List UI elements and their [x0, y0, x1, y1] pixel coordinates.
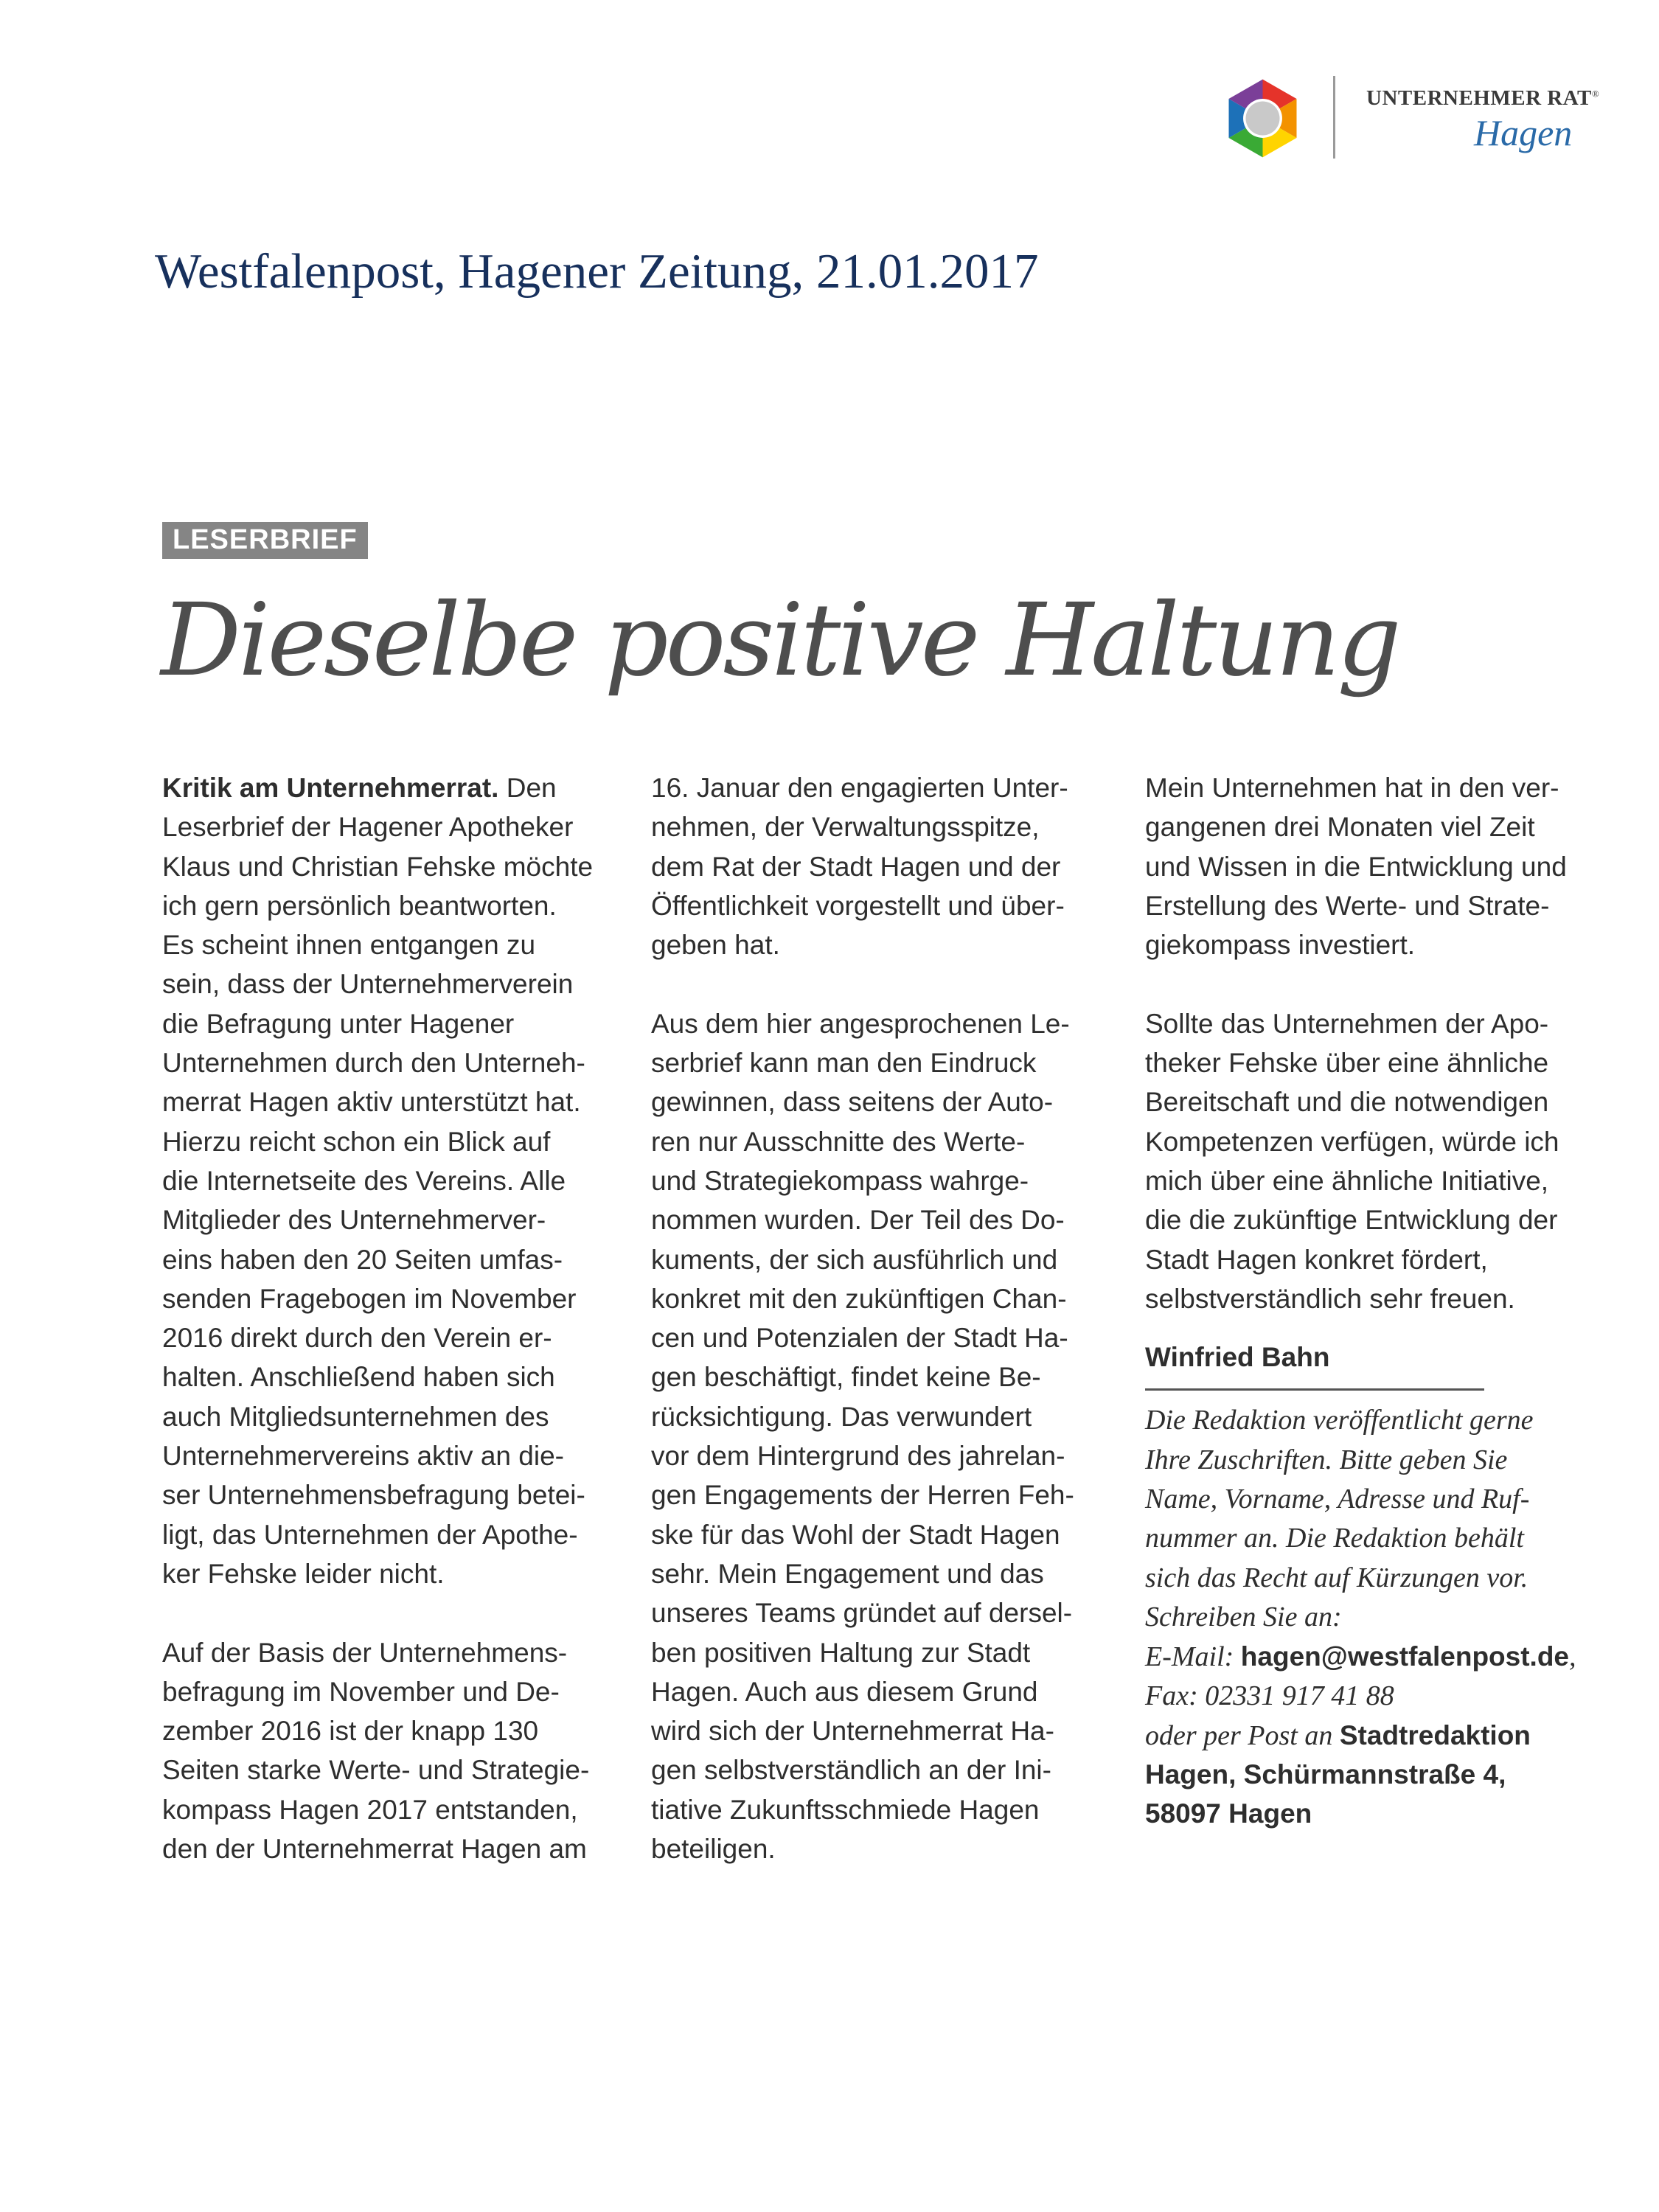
text-line: geben hat.: [651, 930, 780, 961]
text-line: den der Unternehmerrat Hagen am: [162, 1834, 587, 1865]
text-line: Stadt Hagen konkret fördert,: [1145, 1244, 1488, 1275]
text-line: ske für das Wohl der Stadt Hagen: [651, 1519, 1060, 1550]
text-line: gen selbstverständlich an der Ini-: [651, 1755, 1051, 1786]
notice-address-street: Hagen, Schürmannstraße 4,: [1145, 1759, 1506, 1790]
text-line: die Internetseite des Vereins. Alle: [162, 1165, 566, 1196]
text-line: kompass Hagen 2017 entstanden,: [162, 1794, 578, 1825]
text-line: Bereitschaft und die notwendigen: [1145, 1087, 1549, 1118]
text-line: dem Rat der Stadt Hagen und der: [651, 851, 1061, 882]
text-line: gangenen drei Monaten viel Zeit: [1145, 812, 1535, 843]
text-line: sich das Recht auf Kürzungen vor.: [1145, 1562, 1528, 1593]
text-line: Kompetenzen verfügen, würde ich: [1145, 1126, 1559, 1157]
text-line: ich gern persönlich beantworten.: [162, 890, 557, 921]
text-line: die Befragung unter Hagener: [162, 1008, 515, 1039]
col3-paragraph-1: [1145, 768, 1610, 964]
text-line: wird sich der Unternehmerrat Ha-: [651, 1716, 1054, 1747]
text-line: eins haben den 20 Seiten umfas-: [162, 1244, 563, 1275]
col3-paragraph-2: [1145, 1004, 1610, 1318]
text-line: Sollte das Unternehmen der Apo-: [1145, 1008, 1549, 1039]
text-line: ren nur Ausschnitte des Werte-: [651, 1126, 1026, 1157]
notice-email-line: E-Mail: hagen@westfalenpost.de,: [1145, 1641, 1576, 1673]
kicker-label: LESERBRIEF: [162, 522, 368, 559]
column-1: [162, 768, 627, 1868]
text-line: mich über eine ähnliche Initiative,: [1145, 1165, 1549, 1196]
text-line: sehr. Mein Engagement und das: [651, 1558, 1044, 1589]
text-line: kuments, der sich ausführlich und: [651, 1244, 1058, 1275]
notice-text: [1145, 1401, 1610, 1637]
text-line: Mitglieder des Unternehmerver-: [162, 1205, 546, 1236]
logo-city: Hagen: [1474, 112, 1573, 153]
col2-paragraph-1: [651, 768, 1116, 964]
text-line: Klaus und Christian Fehske möchte: [162, 851, 594, 882]
text-line: Die Redaktion veröffentlicht gerne: [1145, 1405, 1534, 1436]
newspaper-clipping: [147, 509, 1615, 1895]
text-line: sein, dass der Unternehmerverein: [162, 969, 574, 1000]
logo-name: UNTERNEHMER RAT®: [1366, 86, 1600, 110]
text-line: Hierzu reicht schon ein Blick auf: [162, 1126, 551, 1157]
text-line: 2016 direkt durch den Verein er-: [162, 1323, 552, 1354]
text-line: Hagen. Auch aus diesem Grund: [651, 1676, 1038, 1707]
text-line: nummer an. Die Redaktion behält: [1145, 1523, 1524, 1554]
text-line: halten. Anschließend haben sich: [162, 1362, 555, 1393]
text-line: giekompass investiert.: [1145, 930, 1416, 961]
text-line: theker Fehske über eine ähnliche: [1145, 1048, 1549, 1079]
text-line: befragung im November und De-: [162, 1676, 560, 1707]
text-line: zember 2016 ist der knapp 130: [162, 1716, 539, 1747]
notice-address-city: 58097 Hagen: [1145, 1798, 1312, 1829]
text-line: Mein Unternehmen hat in den ver-: [1145, 773, 1559, 803]
text-line: Name, Vorname, Adresse und Ruf-: [1145, 1484, 1530, 1515]
headline: Dieselbe positive Haltung: [161, 582, 1399, 699]
text-line: konkret mit den zukünftigen Chan-: [651, 1283, 1067, 1314]
text-line: nehmen, der Verwaltungsspitze,: [651, 812, 1040, 843]
unternehmer-rat-logo: [1220, 70, 1604, 166]
text-line: ker Fehske leider nicht.: [162, 1558, 445, 1589]
column-2: [651, 768, 1116, 1868]
text-line: rücksichtigung. Das verwundert: [651, 1401, 1032, 1432]
text-line: selbstverständlich sehr freuen.: [1145, 1283, 1515, 1314]
col1-paragraph-1: [162, 807, 627, 1593]
text-line: Unternehmen durch den Unterneh-: [162, 1048, 585, 1079]
notice-post-line: oder per Post an Stadtredaktion: [1145, 1719, 1531, 1751]
text-line: Schreiben Sie an:: [1145, 1601, 1342, 1632]
text-line: Öffentlichkeit vorgestellt und über-: [651, 890, 1065, 921]
text-line: tiative Zukunftsschmiede Hagen: [651, 1794, 1040, 1825]
text-line: gewinnen, dass seitens der Auto-: [651, 1087, 1054, 1118]
text-line: Unternehmervereins aktiv an die-: [162, 1441, 564, 1472]
text-line: auch Mitgliedsunternehmen des: [162, 1401, 549, 1432]
text-line: beteiligen.: [651, 1834, 776, 1865]
text-line: senden Fragebogen im November: [162, 1283, 577, 1314]
hexagon-logo-icon: [1220, 76, 1305, 161]
text-line: und Strategiekompass wahrge-: [651, 1165, 1029, 1196]
text-line: Seiten starke Werte- und Strategie-: [162, 1755, 590, 1786]
text-line: Aus dem hier angesprochenen Le-: [651, 1008, 1070, 1039]
notice-fax: Fax: 02331 917 41 88: [1145, 1680, 1394, 1711]
text-line: gen Engagements der Herren Feh-: [651, 1480, 1074, 1511]
text-line: Es scheint ihnen entgangen zu: [162, 930, 536, 961]
text-line: cen und Potenzialen der Stadt Ha-: [651, 1323, 1068, 1354]
text-line: die die zukünftige Entwicklung der: [1145, 1205, 1558, 1236]
text-line: gen beschäftigt, findet keine Be-: [651, 1362, 1041, 1393]
text-line: nommen wurden. Der Teil des Do-: [651, 1205, 1065, 1236]
text-line: Leserbrief der Hagener Apotheker: [162, 812, 574, 843]
logo-divider: [1333, 76, 1335, 159]
text-line: Erstellung des Werte- und Strate-: [1145, 890, 1550, 921]
text-line: serbrief kann man den Eindruck: [651, 1048, 1037, 1079]
text-line: 16. Januar den engagierten Unter-: [651, 773, 1068, 803]
text-line: unseres Teams gründet auf dersel-: [651, 1598, 1073, 1629]
email-link[interactable]: hagen@westfalenpost.de: [1240, 1641, 1570, 1672]
lead-title: Kritik am Unternehmerrat.: [162, 773, 499, 803]
text-line: und Wissen in die Entwicklung und: [1145, 851, 1567, 882]
text-line: ser Unternehmensbefragung betei-: [162, 1480, 585, 1511]
text-line: ligt, das Unternehmen der Apothe-: [162, 1519, 578, 1550]
divider-rule: [1145, 1388, 1484, 1391]
text-line: Auf der Basis der Unternehmens-: [162, 1637, 568, 1668]
author-byline: Winfried Bahn: [1145, 1342, 1330, 1373]
col2-paragraph-2: [651, 1004, 1116, 1869]
lead-line: Kritik am Unternehmerrat. Den: [162, 773, 557, 803]
column-3: [1145, 768, 1610, 1834]
text-line: merrat Hagen aktiv unterstützt hat.: [162, 1087, 581, 1118]
text-line: ben positiven Haltung zur Stadt: [651, 1637, 1031, 1668]
text-line: Ihre Zuschriften. Bitte geben Sie: [1145, 1444, 1508, 1475]
text-line: vor dem Hintergrund des jahrelan-: [651, 1441, 1065, 1472]
source-line: Westfalenpost, Hagener Zeitung, 21.01.2017: [155, 244, 1039, 299]
col1-paragraph-2: [162, 1633, 627, 1869]
editorial-notice: [1145, 1401, 1610, 1833]
